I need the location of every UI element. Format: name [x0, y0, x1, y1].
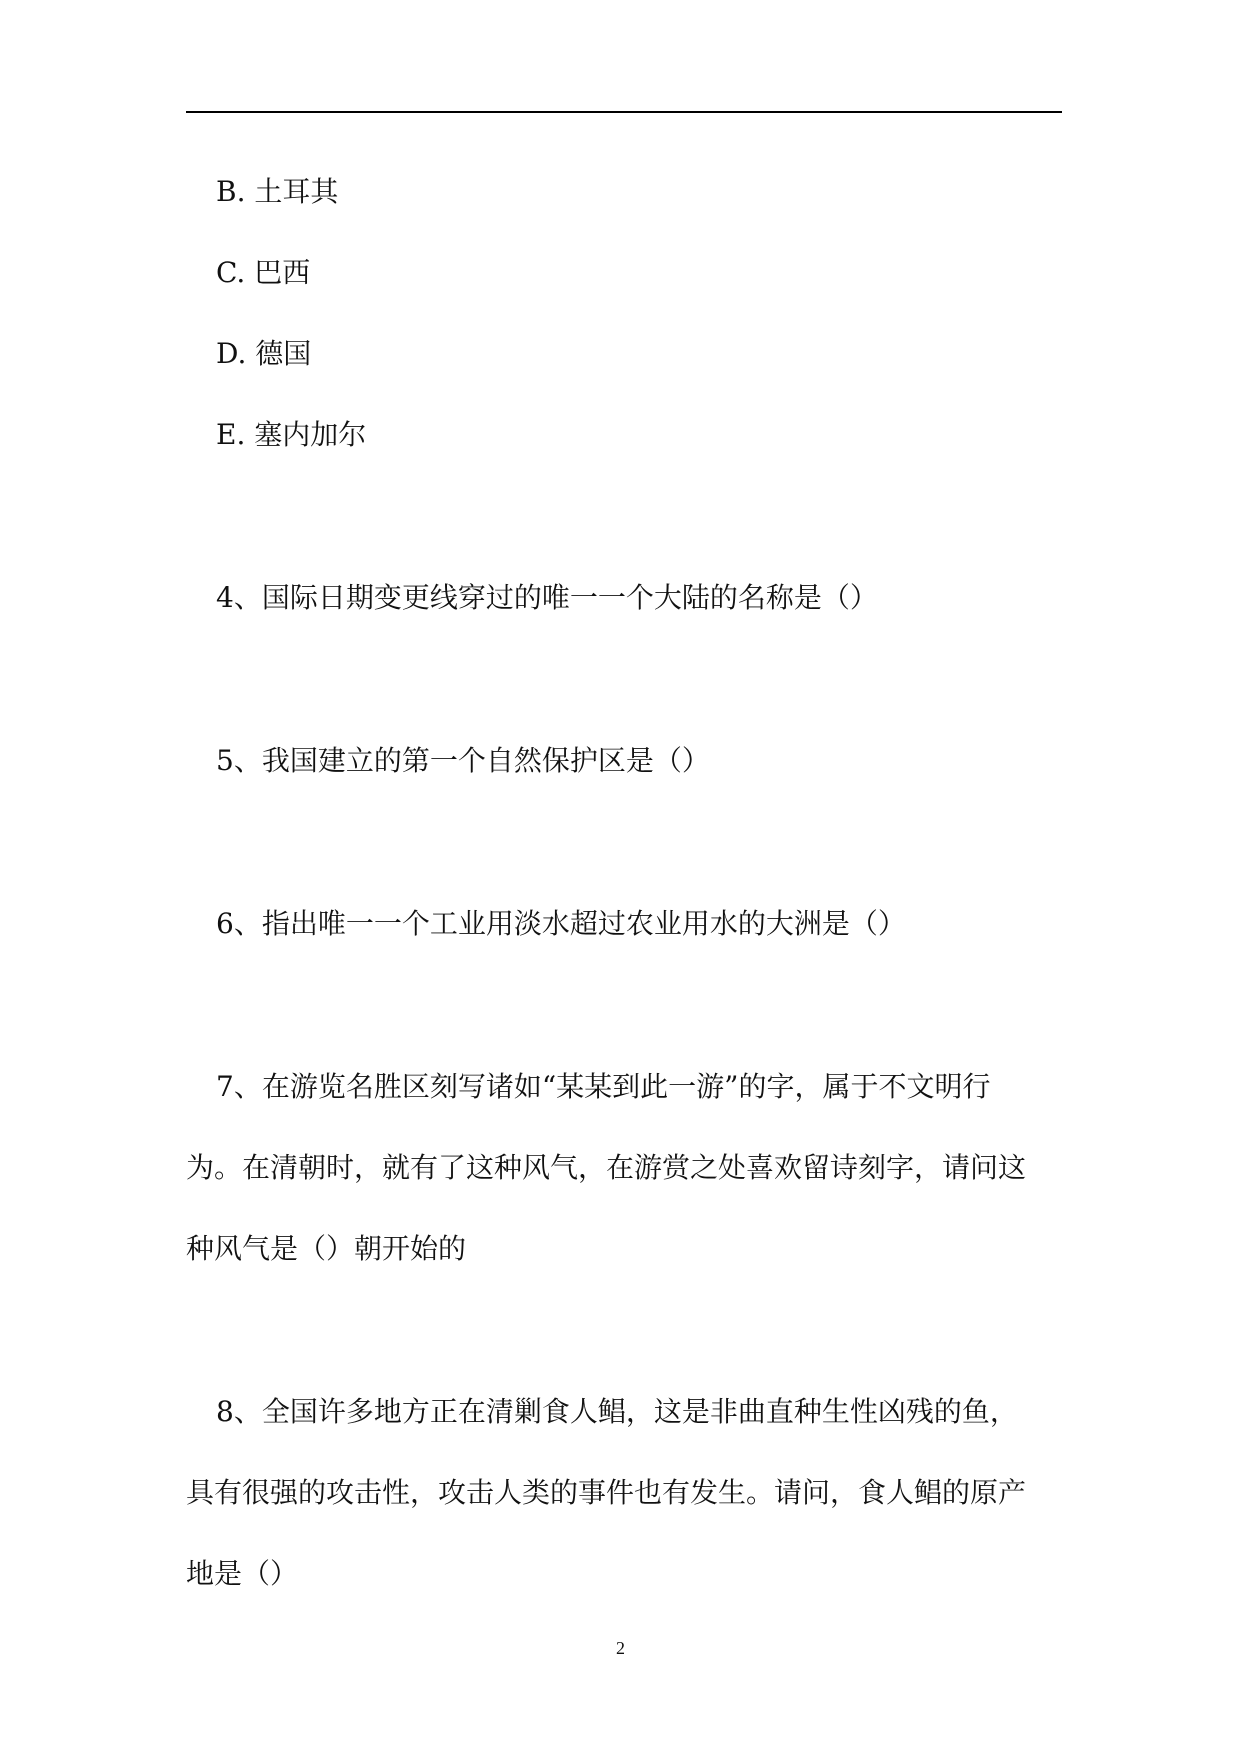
question-8-line-1: 8、全国许多地方正在清剿食人鲳，这是非曲直种生性凶残的鱼， — [216, 1395, 1018, 1428]
question-6: 6、指出唯一一个工业用淡水超过农业用水的大洲是（） — [216, 907, 906, 940]
option-c: C. 巴西 — [216, 256, 311, 289]
question-7-line-2: 为。在清朝时，就有了这种风气，在游赏之处喜欢留诗刻字，请问这 — [186, 1151, 1027, 1184]
option-d: D. 德国 — [216, 337, 312, 370]
question-7-line-1: 7、在游览名胜区刻写诸如“某某到此一游”的字，属于不文明行 — [216, 1070, 991, 1103]
question-4: 4、国际日期变更线穿过的唯一一个大陆的名称是（） — [216, 581, 878, 614]
question-5: 5、我国建立的第一个自然保护区是（） — [216, 744, 710, 777]
question-7-line-3: 种风气是（）朝开始的 — [186, 1232, 467, 1265]
page-number: 2 — [616, 1638, 625, 1658]
option-b: B. 土耳其 — [216, 175, 339, 208]
question-8-line-2: 具有很强的攻击性，攻击人类的事件也有发生。请问，食人鲳的原产 — [186, 1476, 1027, 1509]
header-rule — [186, 111, 1062, 113]
question-8-line-3: 地是（） — [186, 1557, 299, 1590]
option-e: E. 塞内加尔 — [216, 418, 367, 451]
